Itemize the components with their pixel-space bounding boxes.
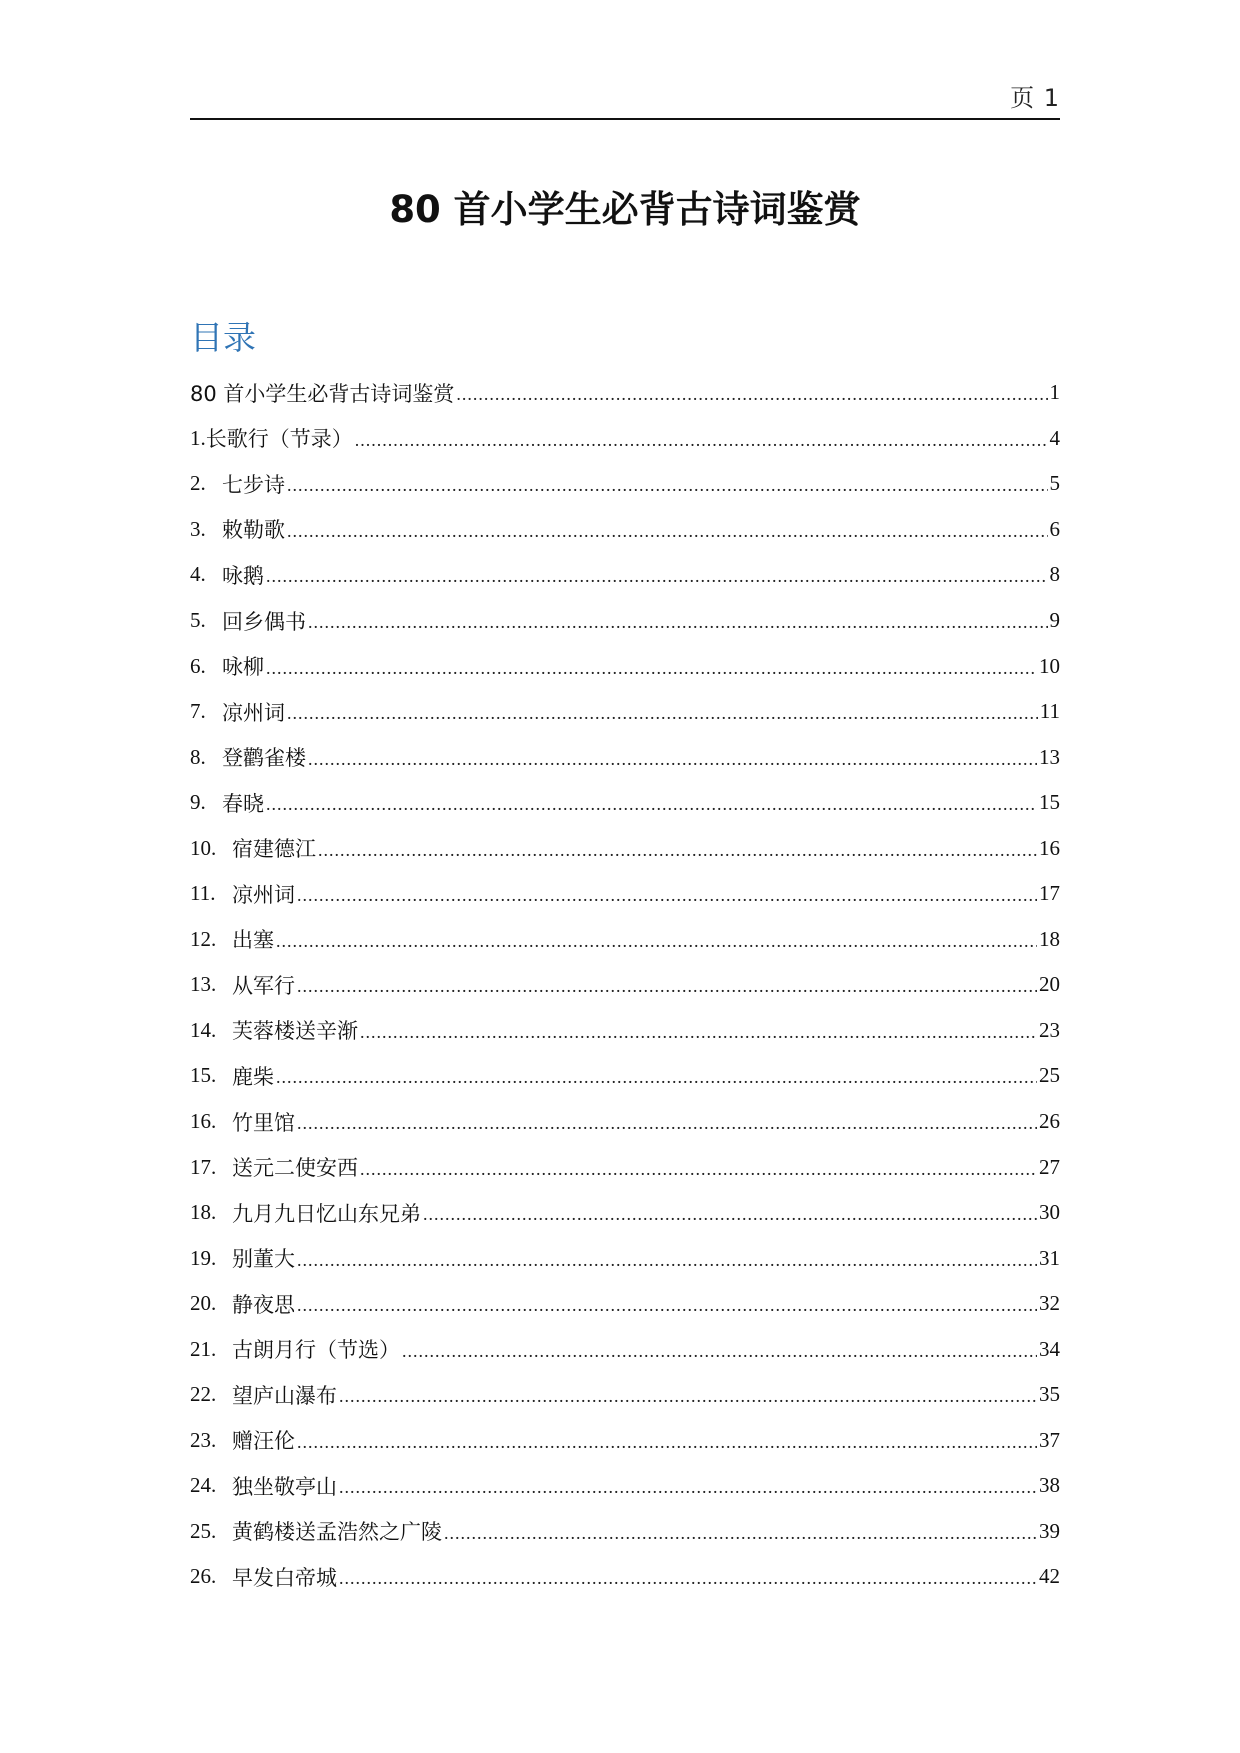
toc-entry[interactable]: [190, 1190, 1060, 1236]
toc-entry-number: 16.: [190, 1109, 217, 1134]
toc-entry[interactable]: [190, 1554, 1060, 1600]
toc-entry-number: 7.: [190, 699, 206, 724]
toc-dot-leader: [297, 1250, 1037, 1271]
toc-entry[interactable]: [190, 461, 1060, 507]
toc-entry-page-number: 5: [1049, 471, 1060, 496]
toc-entry[interactable]: [190, 1099, 1060, 1145]
toc-entry[interactable]: [190, 780, 1060, 826]
toc-entry[interactable]: [190, 1235, 1060, 1281]
toc-entry-number: 12.: [190, 926, 217, 951]
toc-entry-number: 19.: [190, 1245, 217, 1270]
toc-entry[interactable]: [190, 416, 1060, 462]
toc-entry-number: 26.: [190, 1564, 217, 1589]
toc-dot-leader: [266, 794, 1037, 815]
toc-dot-leader: [339, 1568, 1037, 1589]
toc-entry-title: 芙蓉楼送辛渐: [232, 1019, 358, 1044]
toc-entry[interactable]: [190, 1418, 1060, 1464]
toc-entry-number: 4.: [190, 562, 206, 587]
toc-dot-leader: [423, 1204, 1037, 1225]
toc-entry-title: 古朗月行（节选）: [232, 1338, 400, 1363]
toc-entry-page-number: 27: [1039, 1154, 1060, 1179]
toc-entry-title: 敕勒歌: [222, 518, 285, 543]
toc-entry-page-number: 4: [1049, 425, 1060, 450]
toc-dot-leader: [402, 1341, 1037, 1362]
toc-entry-number: 23.: [190, 1427, 217, 1452]
toc-entry[interactable]: [190, 917, 1060, 963]
toc-entry-page-number: 34: [1039, 1336, 1060, 1361]
toc-entry-title: 赠汪伦: [232, 1429, 295, 1454]
toc-dot-leader: [287, 703, 1038, 724]
toc-entry[interactable]: [190, 552, 1060, 598]
toc-entry[interactable]: [190, 598, 1060, 644]
toc-dot-leader: [444, 1523, 1037, 1544]
toc-entry[interactable]: [190, 871, 1060, 917]
toc-dot-leader: [266, 658, 1037, 679]
toc-entry-page-number: 35: [1039, 1382, 1060, 1407]
toc-entry-number: 13.: [190, 972, 217, 997]
toc-entry-page-number: 9: [1049, 608, 1060, 632]
toc-entry-page-number: 26: [1039, 1109, 1060, 1134]
toc-entry-page-number: 25: [1039, 1063, 1060, 1088]
toc-dot-leader: [355, 430, 1048, 451]
toc-entry-page-number: 15: [1039, 790, 1060, 815]
toc-entry-page-number: 13: [1039, 744, 1060, 769]
toc-entry-title: 竹里馆: [232, 1110, 295, 1135]
toc-entry-page-number: 30: [1039, 1200, 1060, 1225]
toc-entry-title: 出塞: [232, 928, 274, 953]
toc-entry-title: 80 首小学生必背古诗词鉴赏: [190, 381, 455, 406]
toc-dot-leader: [287, 521, 1048, 542]
toc-entry[interactable]: [190, 1509, 1060, 1555]
toc-entry[interactable]: [190, 962, 1060, 1008]
toc-entry[interactable]: [190, 1463, 1060, 1509]
toc-entry[interactable]: [190, 1053, 1060, 1099]
toc-entry[interactable]: [190, 825, 1060, 871]
toc-dot-leader: [287, 475, 1048, 496]
toc-entry[interactable]: [190, 643, 1060, 689]
toc-entry-title: 黄鹤楼送孟浩然之广陵: [232, 1520, 442, 1545]
toc-entry-page-number: 6: [1049, 516, 1060, 541]
toc-entry-title: 咏鹅: [222, 563, 264, 588]
toc-dot-leader: [297, 976, 1037, 997]
toc-dot-leader: [297, 1432, 1037, 1453]
toc-dot-leader: [308, 612, 1048, 633]
toc-entry-number: 18.: [190, 1200, 217, 1225]
toc-entry-number: 24.: [190, 1473, 217, 1498]
toc-entry-number: 17.: [190, 1154, 217, 1179]
toc-entry[interactable]: [190, 1144, 1060, 1190]
toc-entry-title: 独坐敬亭山: [232, 1474, 337, 1499]
toc-entry[interactable]: [190, 1008, 1060, 1054]
toc-entry-title: 别董大: [232, 1247, 295, 1272]
toc-dot-leader: [339, 1386, 1037, 1407]
toc-entry[interactable]: [190, 1281, 1060, 1327]
toc-entry-number: 9.: [190, 790, 206, 815]
toc-dot-leader: [456, 384, 1047, 405]
toc-entry-title: 长歌行（节录）: [205, 427, 353, 452]
toc-dot-leader: [266, 566, 1048, 587]
toc-entry-title: 九月九日忆山东兄弟: [232, 1201, 421, 1226]
toc-entry-title: 凉州词: [232, 882, 295, 907]
toc-dot-leader: [297, 1113, 1037, 1134]
toc-entry-page-number: 39: [1039, 1518, 1060, 1543]
toc-entry[interactable]: [190, 1372, 1060, 1418]
toc-entry-title: 早发白帝城: [232, 1565, 337, 1590]
toc-entry-number: 20.: [190, 1291, 217, 1316]
toc-entry-title: 鹿柴: [232, 1064, 274, 1089]
toc-dot-leader: [308, 749, 1037, 770]
toc-entry-title: 从军行: [232, 973, 295, 998]
toc-entry-title: 静夜思: [232, 1292, 295, 1317]
toc-entry[interactable]: [190, 507, 1060, 553]
toc-entry-number: 11.: [190, 881, 216, 906]
toc-dot-leader: [276, 1067, 1037, 1088]
toc-heading: 目录: [190, 318, 256, 357]
toc-entry[interactable]: [190, 734, 1060, 780]
toc-entry-page-number: 42: [1039, 1564, 1060, 1589]
document-title: 80 首小学生必背古诗词鉴赏: [389, 188, 861, 231]
toc-entry-title: 凉州词: [222, 700, 285, 725]
toc-dot-leader: [339, 1477, 1037, 1498]
toc-entry-page-number: 11: [1039, 699, 1060, 724]
toc-entry-title: 登鹳雀楼: [222, 746, 306, 771]
toc-entry-number: 8.: [190, 744, 206, 769]
toc-entry-number: 5.: [190, 608, 206, 632]
toc-entry-page-number: 1: [1049, 380, 1060, 405]
toc-entry[interactable]: [190, 689, 1060, 735]
toc-entry-page-number: 8: [1049, 562, 1060, 587]
toc-entry-title: 宿建德江: [232, 837, 316, 862]
header-divider: [190, 118, 1060, 120]
toc-entry-number: 6.: [190, 653, 206, 678]
toc-entry-title: 七步诗: [222, 472, 285, 497]
toc-entry-title: 送元二使安西: [232, 1156, 358, 1181]
toc-dot-leader: [297, 1295, 1037, 1316]
toc-entry[interactable]: [190, 370, 1060, 416]
page-header-label: 页 1: [1010, 84, 1060, 112]
toc-entry-page-number: 32: [1039, 1291, 1060, 1316]
toc-entry-number: 14.: [190, 1017, 217, 1042]
toc-entry-number: 15.: [190, 1063, 217, 1088]
toc-entry-page-number: 20: [1039, 972, 1060, 997]
toc-dot-leader: [318, 840, 1037, 861]
toc-entry-title: 回乡偶书: [222, 609, 306, 634]
toc-entry-page-number: 38: [1039, 1473, 1060, 1498]
toc-entry-page-number: 31: [1039, 1245, 1060, 1270]
toc-entry-title: 望庐山瀑布: [232, 1383, 337, 1408]
toc-entry-number: 25.: [190, 1518, 217, 1543]
toc-dot-leader: [297, 885, 1037, 906]
toc-entry-page-number: 37: [1039, 1427, 1060, 1452]
toc-entry-page-number: 18: [1039, 926, 1060, 951]
toc-dot-leader: [360, 1159, 1037, 1180]
toc-entry-number: 10.: [190, 835, 217, 860]
toc-entry-number: 22.: [190, 1382, 217, 1407]
toc-entry-title: 春晓: [222, 791, 264, 816]
toc-entry-page-number: 17: [1039, 881, 1060, 906]
toc-entry-number: 2.: [190, 471, 206, 496]
toc-entry-page-number: 10: [1039, 653, 1060, 678]
toc-dot-leader: [360, 1022, 1037, 1043]
toc-entry-number: 1.: [190, 425, 206, 450]
toc-dot-leader: [276, 931, 1037, 952]
toc-entry-title: 咏柳: [222, 655, 264, 680]
toc-entry-page-number: 16: [1039, 835, 1060, 860]
toc-entry-page-number: 23: [1039, 1017, 1060, 1042]
toc-entry[interactable]: [190, 1326, 1060, 1372]
table-of-contents: [190, 370, 1060, 1600]
toc-entry-number: 21.: [190, 1336, 217, 1361]
toc-entry-number: 3.: [190, 516, 206, 541]
